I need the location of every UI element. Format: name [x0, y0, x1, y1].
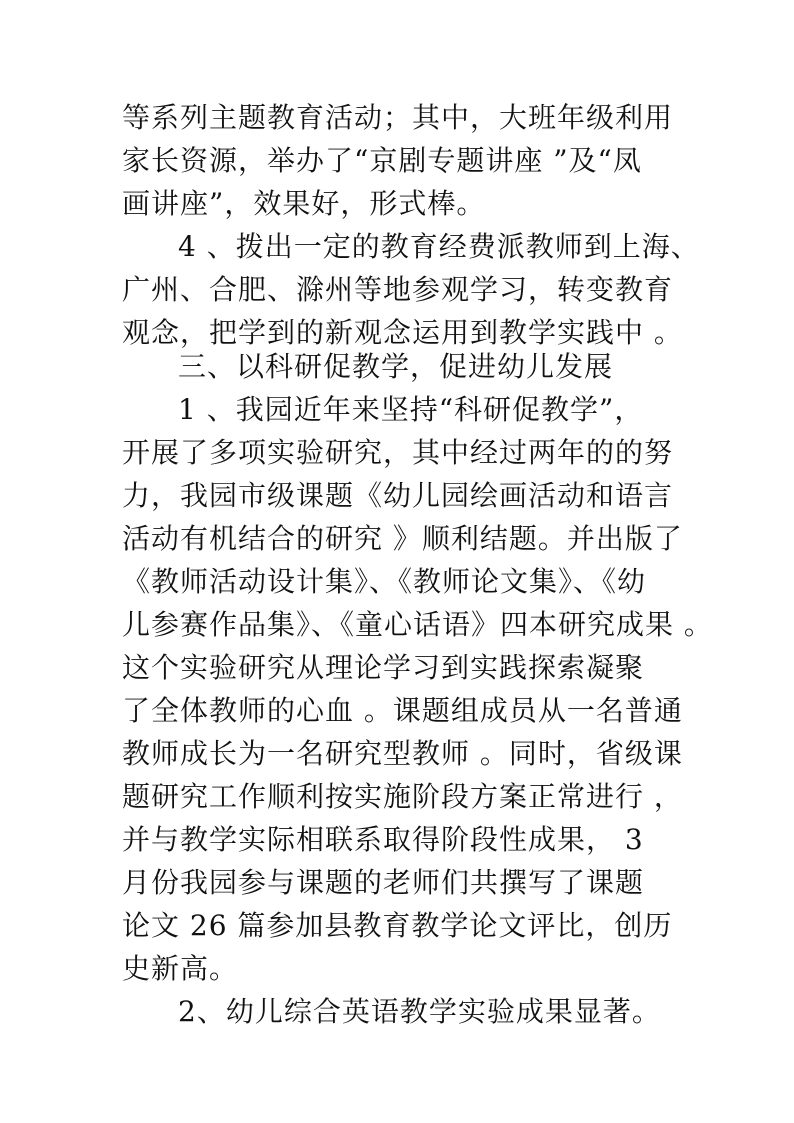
- text-line: 力，我园市级课题《幼儿园绘画活动和语言: [122, 479, 674, 512]
- text-line: 题研究工作顺利按实施阶段方案正常进行 ，: [122, 780, 683, 813]
- text-line: 广州、合肥、滁州等地参观学习，转变教育: [122, 273, 674, 306]
- text-line: 4 、拨出一定的教育经费派教师到上海、: [178, 230, 700, 263]
- text-line: 了全体教师的心血 。课题组成员从一名普通: [122, 694, 683, 727]
- text-line: 观念，把学到的新观念运用到教学实践中 。: [122, 316, 683, 349]
- text-line: 开展了多项实验研究，其中经过两年的的努: [122, 436, 674, 469]
- text-line: 教师成长为一名研究型教师 。同时，省级课: [122, 737, 683, 770]
- text-line: 史新高。: [122, 952, 239, 985]
- section-heading: 三、以科研促教学，促进幼儿发展: [178, 350, 614, 383]
- text-line: 儿参赛作品集》、《童心话语》四本研究成果 。: [122, 608, 713, 641]
- text-line: 等系列主题教育活动；其中，大班年级利用: [122, 101, 674, 134]
- text-line: 《教师活动设计集》、《教师论文集》、《幼: [122, 565, 647, 598]
- text-line: 1 、我园近年来坚持“科研促教学”，: [178, 393, 644, 426]
- text-line: 并与教学实际相联系取得阶段性成果， 3: [122, 823, 644, 856]
- text-line: 月份我园参与课题的老师们共撰写了课题: [122, 866, 645, 899]
- text-line: 画讲座”，效果好，形式棒。: [122, 187, 486, 220]
- text-line: 2、幼儿综合英语教学实验成果显著。: [178, 995, 661, 1028]
- text-line: 这个实验研究从理论学习到实践探索凝聚: [122, 651, 645, 684]
- text-line: 家长资源，举办了“京剧专题讲座 ”及“凤: [122, 144, 642, 177]
- text-line: 活动有机结合的研究 》顺利结题。并出版了: [122, 522, 683, 555]
- text-line: 论文 26 篇参加县教育教学论文评比，创历: [122, 909, 673, 942]
